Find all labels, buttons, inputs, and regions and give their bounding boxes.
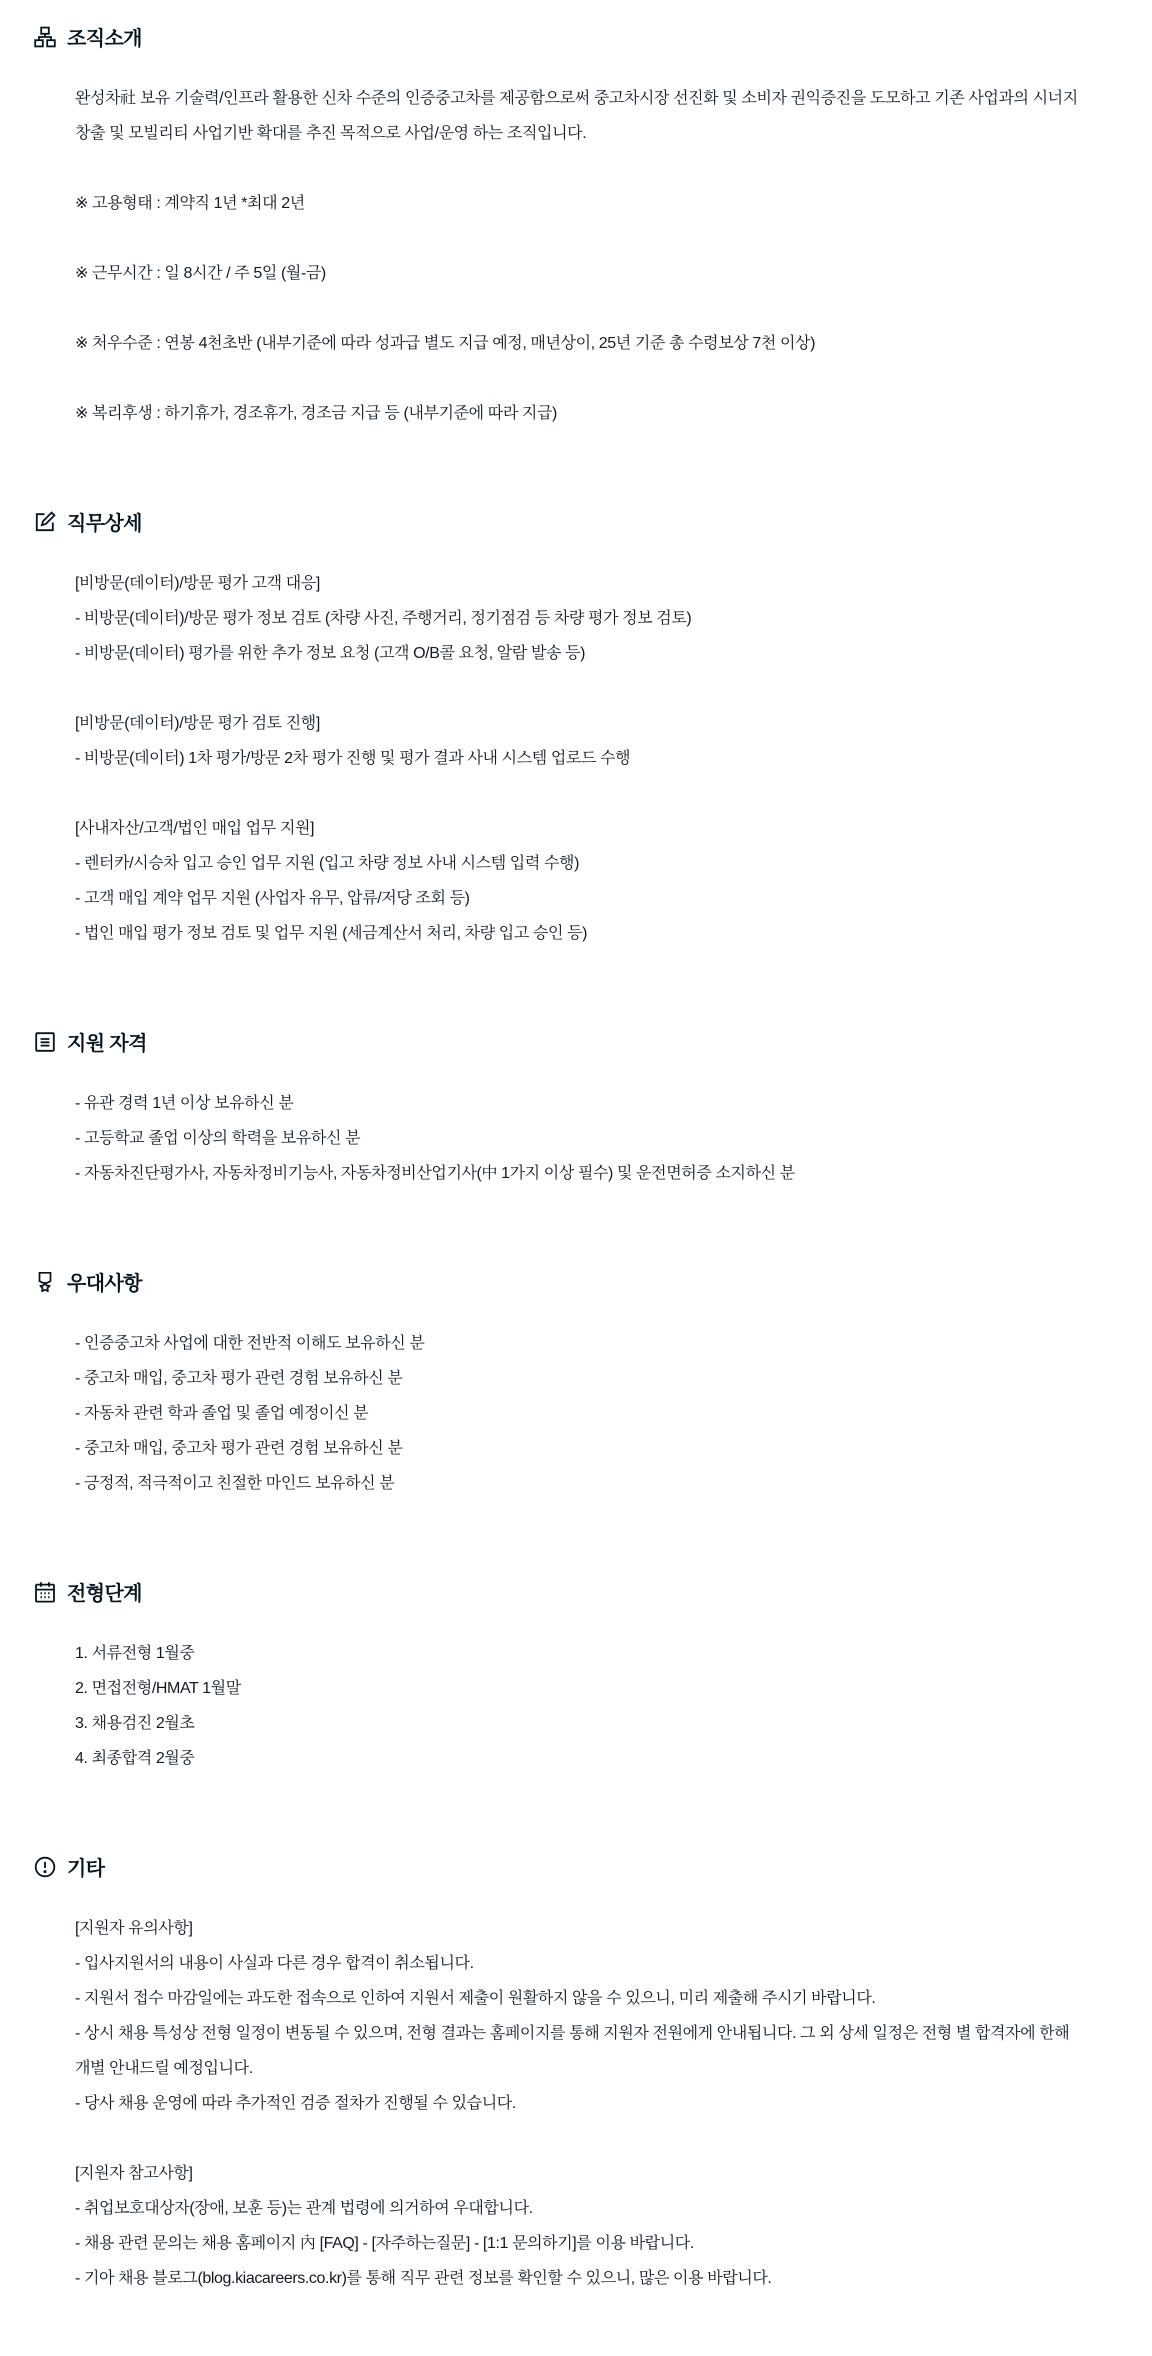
text-line: - 비방문(데이터)/방문 평가 정보 검토 (차량 사진, 주행거리, 정기점검 등 차량 평가 정보 검토) — [75, 610, 692, 627]
text-line: - 인증중고차 사업에 대한 전반적 이해도 보유하신 분 — [75, 1335, 425, 1352]
section-hiring-steps — [33, 1577, 1086, 1776]
section-content — [75, 1636, 1086, 1776]
text-line: - 렌터카/시승차 입고 승인 업무 지원 (입고 차량 정보 사내 시스템 입력 수행) — [75, 855, 579, 872]
ribbon-icon — [33, 1270, 57, 1294]
text-line: - 당사 채용 운영에 따라 추가적인 검증 절차가 진행될 수 있습니다. — [75, 2095, 516, 2112]
text-line: ※ 근무시간 : 일 8시간 / 주 5일 (월-금) — [75, 265, 326, 282]
section-header — [33, 1267, 1086, 1296]
calendar-icon — [33, 1580, 57, 1604]
section-organization-intro — [33, 22, 1086, 431]
text-line: [비방문(데이터)/방문 평가 고객 대응] — [75, 575, 320, 592]
info-circle-icon — [33, 1855, 57, 1879]
sitemap-icon — [33, 25, 57, 49]
section-preferred — [33, 1267, 1086, 1501]
text-group — [75, 1636, 1086, 1776]
text-group — [75, 1086, 1086, 1191]
text-group — [75, 1911, 1086, 2121]
section-title: 조직소개 — [67, 28, 142, 50]
text-line: - 긍정적, 적극적이고 친절한 마인드 보유하신 분 — [75, 1475, 395, 1492]
section-content — [75, 566, 1086, 951]
text-line: - 지원서 접수 마감일에는 과도한 접속으로 인하여 지원서 제출이 원활하지 않을 수 있으니, 미리 제출해 주시기 바랍니다. — [75, 1990, 876, 2007]
text-group — [75, 811, 1086, 951]
text-line: - 법인 매입 평가 정보 검토 및 업무 지원 (세금계산서 처리, 차량 입고 승인 등) — [75, 925, 588, 942]
text-line: - 자동차진단평가사, 자동차정비기능사, 자동차정비산업기사(中 1가지 이상 필수) 및 운전면허증 소지하신 분 — [75, 1165, 795, 1182]
text-group — [75, 566, 1086, 671]
text-line: [지원자 참고사항] — [75, 2165, 193, 2182]
text-line: - 비방문(데이터) 1차 평가/방문 2차 평가 진행 및 평가 결과 사내 시스템 업로드 수행 — [75, 750, 631, 767]
section-title: 지원 자격 — [67, 1033, 147, 1055]
text-line: - 중고차 매입, 중고차 평가 관련 경험 보유하신 분 — [75, 1370, 403, 1387]
text-group — [75, 1326, 1086, 1501]
section-title: 우대사항 — [67, 1273, 142, 1295]
text-line: ※ 고용형태 : 계약직 1년 *최대 2년 — [75, 195, 305, 212]
text-line: - 자동차 관련 학과 졸업 및 졸업 예정이신 분 — [75, 1405, 369, 1422]
section-job-detail — [33, 507, 1086, 951]
text-line: 완성차社 보유 기술력/인프라 활용한 신차 수준의 인증중고차를 제공함으로써 중고차시장 선진화 및 소비자 권익증진을 도모하고 기존 사업과의 시너지 창출 및 모빌리티 사업기반 확대를 추진 목적으로 사업/운영 하는 조직입니다. — [75, 90, 1078, 142]
text-group — [75, 256, 1086, 291]
section-header — [33, 22, 1086, 51]
section-header — [33, 507, 1086, 536]
section-title: 직무상세 — [67, 513, 142, 535]
section-header — [33, 1852, 1086, 1881]
text-line: - 고객 매입 계약 업무 지원 (사업자 유무, 압류/저당 조회 등) — [75, 890, 470, 907]
text-group — [75, 706, 1086, 776]
text-line: [지원자 유의사항] — [75, 1920, 193, 1937]
text-line: - 채용 관련 문의는 채용 홈페이지 內 [FAQ] - [자주하는질문] - [1:1 문의하기]를 이용 바랍니다. — [75, 2235, 694, 2252]
text-group — [75, 326, 1086, 361]
section-content — [75, 1086, 1086, 1191]
section-etc — [33, 1852, 1086, 2296]
text-group — [75, 186, 1086, 221]
section-content — [75, 1911, 1086, 2296]
text-line: - 유관 경력 1년 이상 보유하신 분 — [75, 1095, 294, 1112]
text-line: 1. 서류전형 1월중 — [75, 1645, 195, 1662]
text-line: - 취업보호대상자(장애, 보훈 등)는 관계 법령에 의거하여 우대합니다. — [75, 2200, 533, 2217]
text-line: - 고등학교 졸업 이상의 학력을 보유하신 분 — [75, 1130, 361, 1147]
text-line: - 상시 채용 특성상 전형 일정이 변동될 수 있으며, 전형 결과는 홈페이지를 통해 지원자 전원에게 안내됩니다. 그 외 상세 일정은 전형 별 합격자에 한해 개별 안내드릴 예정입니다. — [75, 2025, 1070, 2077]
text-group — [75, 2156, 1086, 2296]
section-header — [33, 1027, 1086, 1056]
text-line: 2. 면접전형/HMAT 1월말 — [75, 1680, 241, 1697]
text-group — [75, 81, 1086, 151]
edit-square-icon — [33, 510, 57, 534]
text-line: 4. 최종합격 2월중 — [75, 1750, 195, 1767]
list-square-icon — [33, 1030, 57, 1054]
section-title: 기타 — [67, 1858, 105, 1880]
section-header — [33, 1577, 1086, 1606]
section-content — [75, 1326, 1086, 1501]
text-line: 3. 채용검진 2월초 — [75, 1715, 195, 1732]
section-qualifications — [33, 1027, 1086, 1191]
text-line: - 중고차 매입, 중고차 평가 관련 경험 보유하신 분 — [75, 1440, 403, 1457]
text-group — [75, 396, 1086, 431]
section-content — [75, 81, 1086, 431]
text-line: ※ 복리후생 : 하기휴가, 경조휴가, 경조금 지급 등 (내부기준에 따라 지급) — [75, 405, 557, 422]
text-line: - 입사지원서의 내용이 사실과 다른 경우 합격이 취소됩니다. — [75, 1955, 474, 1972]
text-line: - 비방문(데이터) 평가를 위한 추가 정보 요청 (고객 O/B콜 요청, 알람 발송 등) — [75, 645, 586, 662]
text-line: [사내자산/고객/법인 매입 업무 지원] — [75, 820, 315, 837]
text-line: [비방문(데이터)/방문 평가 검토 진행] — [75, 715, 320, 732]
text-line: ※ 처우수준 : 연봉 4천초반 (내부기준에 따라 성과급 별도 지급 예정, 매년상이, 25년 기준 총 수령보상 7천 이상) — [75, 335, 816, 352]
text-line: - 기아 채용 블로그(blog.kiacareers.co.kr)를 통해 직무 관련 정보를 확인할 수 있으니, 많은 이용 바랍니다. — [75, 2270, 772, 2287]
section-title: 전형단계 — [67, 1583, 142, 1605]
